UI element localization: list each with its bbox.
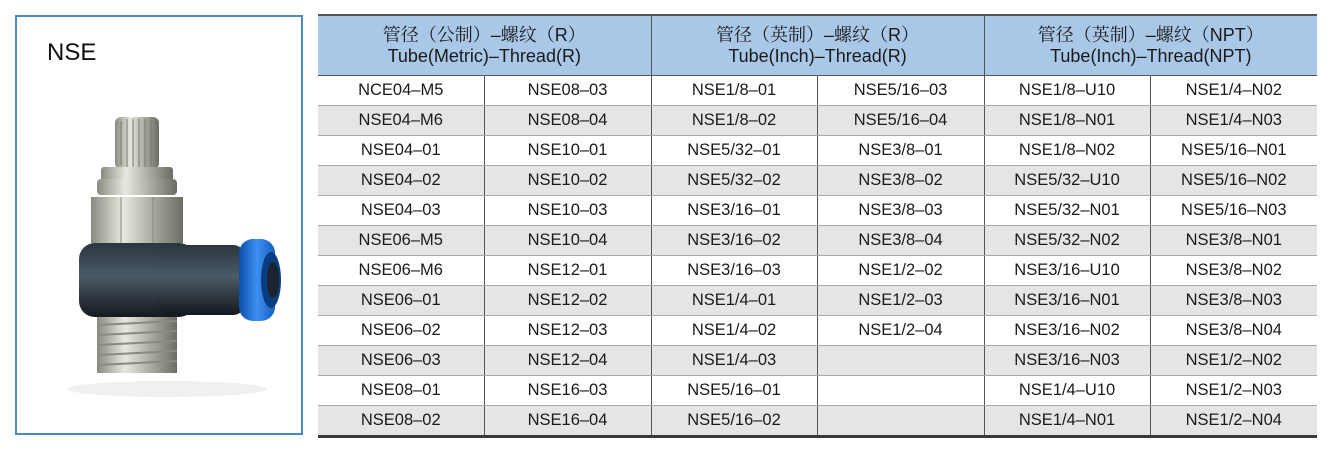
table-cell: NSE1/4–03 bbox=[651, 346, 817, 376]
table-cell: NSE3/8–N04 bbox=[1150, 316, 1317, 346]
table-cell: NSE10–01 bbox=[484, 136, 651, 166]
table-cell bbox=[817, 346, 984, 376]
table-cell: NSE1/8–N02 bbox=[984, 136, 1150, 166]
fitting-photo bbox=[57, 107, 297, 407]
table-cell: NSE12–01 bbox=[484, 256, 651, 286]
table-cell: NSE3/16–N02 bbox=[984, 316, 1150, 346]
table-cell: NSE3/16–01 bbox=[651, 196, 817, 226]
table-cell: NSE08–01 bbox=[318, 376, 484, 406]
table-cell: NSE5/16–N03 bbox=[1150, 196, 1317, 226]
table-cell bbox=[817, 406, 984, 437]
table-cell: NSE1/2–02 bbox=[817, 256, 984, 286]
table-cell: NSE1/2–N04 bbox=[1150, 406, 1317, 437]
table-cell: NSE08–02 bbox=[318, 406, 484, 437]
table-cell: NSE10–04 bbox=[484, 226, 651, 256]
table-cell: NSE04–02 bbox=[318, 166, 484, 196]
table-row bbox=[318, 136, 1317, 166]
table-cell: NSE5/32–U10 bbox=[984, 166, 1150, 196]
table-cell: NSE06–M6 bbox=[318, 256, 484, 286]
table-row bbox=[318, 406, 1317, 437]
header-inch-npt bbox=[984, 15, 1317, 76]
table-cell bbox=[817, 376, 984, 406]
table-cell: NSE1/4–N03 bbox=[1150, 106, 1317, 136]
table-cell: NSE5/16–04 bbox=[817, 106, 984, 136]
table-cell: NSE12–04 bbox=[484, 346, 651, 376]
table-cell: NSE06–M5 bbox=[318, 226, 484, 256]
product-card bbox=[15, 15, 303, 435]
table-cell: NCE04–M5 bbox=[318, 76, 484, 106]
table-cell: NSE06–01 bbox=[318, 286, 484, 316]
table-cell: NSE1/8–N01 bbox=[984, 106, 1150, 136]
table-cell: NSE10–03 bbox=[484, 196, 651, 226]
header-en: Tube(Metric)–Thread(R) bbox=[387, 45, 581, 66]
table-cell: NSE1/8–01 bbox=[651, 76, 817, 106]
table-cell: NSE5/16–N02 bbox=[1150, 166, 1317, 196]
table-cell: NSE1/4–N02 bbox=[1150, 76, 1317, 106]
header-cn: 管径（英制）–螺纹（R） bbox=[716, 24, 920, 45]
table-cell: NSE08–04 bbox=[484, 106, 651, 136]
table-cell: NSE1/2–N03 bbox=[1150, 376, 1317, 406]
table-row bbox=[318, 376, 1317, 406]
table-cell: NSE12–03 bbox=[484, 316, 651, 346]
table-cell: NSE5/16–01 bbox=[651, 376, 817, 406]
spec-table bbox=[318, 14, 1317, 438]
table-row bbox=[318, 286, 1317, 316]
table-cell: NSE5/16–03 bbox=[817, 76, 984, 106]
table-cell: NSE5/32–N02 bbox=[984, 226, 1150, 256]
table-cell: NSE1/2–04 bbox=[817, 316, 984, 346]
table-cell: NSE5/32–02 bbox=[651, 166, 817, 196]
table-cell: NSE5/16–02 bbox=[651, 406, 817, 437]
table-cell: NSE08–03 bbox=[484, 76, 651, 106]
table-cell: NSE04–01 bbox=[318, 136, 484, 166]
table-row bbox=[318, 76, 1317, 106]
table-cell: NSE3/8–N02 bbox=[1150, 256, 1317, 286]
table-cell: NSE3/16–U10 bbox=[984, 256, 1150, 286]
table-cell: NSE06–03 bbox=[318, 346, 484, 376]
table-row bbox=[318, 166, 1317, 196]
table-cell: NSE1/2–N02 bbox=[1150, 346, 1317, 376]
table-cell: NSE5/32–01 bbox=[651, 136, 817, 166]
table-row bbox=[318, 256, 1317, 286]
table-row bbox=[318, 346, 1317, 376]
table-cell: NSE06–02 bbox=[318, 316, 484, 346]
header-cn: 管径（英制）–螺纹（NPT） bbox=[1037, 24, 1264, 45]
table-cell: NSE10–02 bbox=[484, 166, 651, 196]
table-cell: NSE3/16–N03 bbox=[984, 346, 1150, 376]
header-cn: 管径（公制）–螺纹（R） bbox=[382, 24, 586, 45]
table-row bbox=[318, 196, 1317, 226]
table-body bbox=[318, 76, 1317, 437]
table-cell: NSE3/16–02 bbox=[651, 226, 817, 256]
table-cell: NSE5/16–N01 bbox=[1150, 136, 1317, 166]
header-metric-r bbox=[318, 15, 651, 76]
header-inch-r bbox=[651, 15, 984, 76]
table-cell: NSE1/2–03 bbox=[817, 286, 984, 316]
table-row bbox=[318, 226, 1317, 256]
table-cell: NSE3/16–03 bbox=[651, 256, 817, 286]
table-cell: NSE1/4–N01 bbox=[984, 406, 1150, 437]
table-cell: NSE3/8–01 bbox=[817, 136, 984, 166]
table-cell: NSE16–03 bbox=[484, 376, 651, 406]
table-cell: NSE1/4–U10 bbox=[984, 376, 1150, 406]
table-row bbox=[318, 316, 1317, 346]
table-cell: NSE3/8–N03 bbox=[1150, 286, 1317, 316]
table-cell: NSE1/4–01 bbox=[651, 286, 817, 316]
table-row bbox=[318, 106, 1317, 136]
table-cell: NSE3/8–N01 bbox=[1150, 226, 1317, 256]
table-cell: NSE3/8–03 bbox=[817, 196, 984, 226]
table-cell: NSE3/16–N01 bbox=[984, 286, 1150, 316]
header-en: Tube(Inch)–Thread(NPT) bbox=[1050, 45, 1252, 66]
table-cell: NSE1/8–02 bbox=[651, 106, 817, 136]
table-cell: NSE12–02 bbox=[484, 286, 651, 316]
table-cell: NSE04–M6 bbox=[318, 106, 484, 136]
table-cell: NSE1/4–02 bbox=[651, 316, 817, 346]
product-name: NSE bbox=[47, 39, 97, 66]
table-cell: NSE1/8–U10 bbox=[984, 76, 1150, 106]
table-header-row bbox=[318, 15, 1317, 76]
table-cell: NSE5/32–N01 bbox=[984, 196, 1150, 226]
table-cell: NSE04–03 bbox=[318, 196, 484, 226]
header-en: Tube(Inch)–Thread(R) bbox=[728, 45, 907, 66]
table-cell: NSE16–04 bbox=[484, 406, 651, 437]
table-cell: NSE3/8–02 bbox=[817, 166, 984, 196]
table-cell: NSE3/8–04 bbox=[817, 226, 984, 256]
